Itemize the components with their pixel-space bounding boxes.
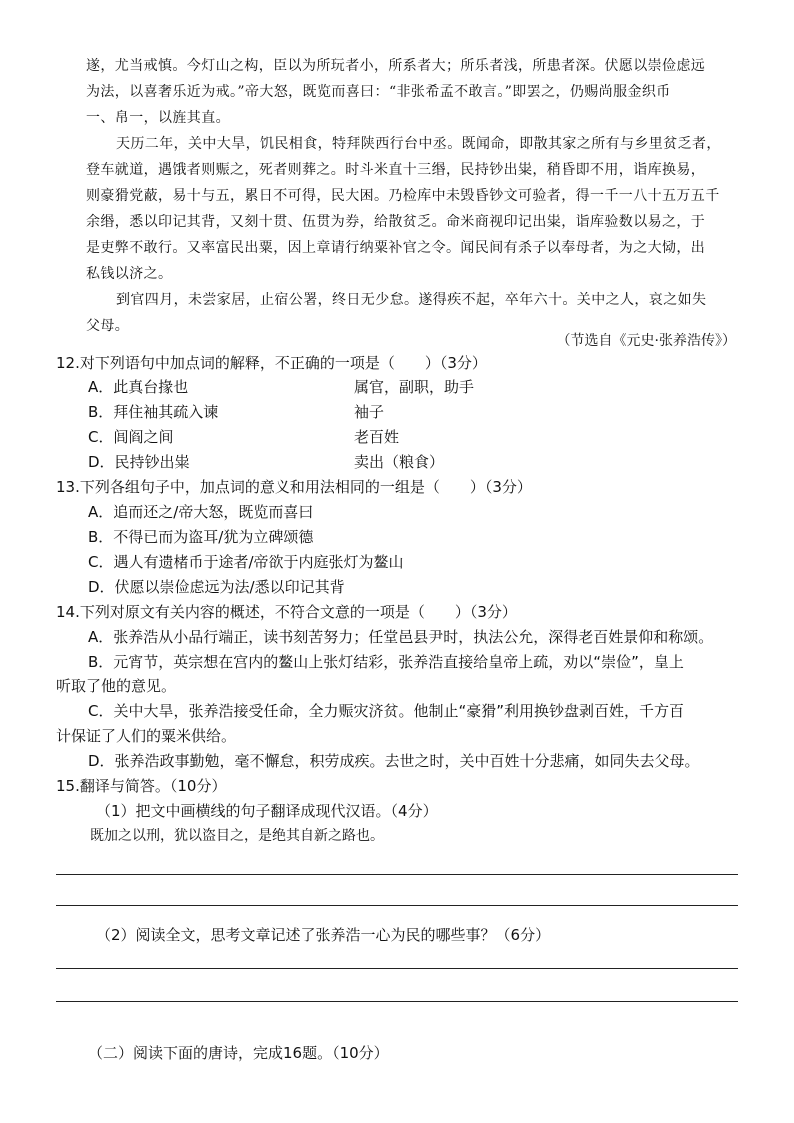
option-c: C．关中大旱，张养浩接受任命，全力赈灾济贫。他制止“豪猾”利用换钞盘剥百姓，千方百	[88, 702, 685, 720]
question-stem: 14.下列对原文有关内容的概述，不符合文意的一项是（ ）（3分）	[56, 603, 517, 621]
passage-line: 余缗，悉以印记其背，又刻十贯、伍贯为券，给散贫乏。命米商视印记出粜，诣库验数以易之，于	[86, 214, 706, 230]
option-b-continued: 听取了他的意见。	[56, 677, 177, 695]
option-c-continued: 计保证了人们的粟米供给。	[56, 727, 237, 745]
passage-line: 私钱以济之。	[86, 266, 173, 282]
option-b: B．拜住袖其疏入谏	[88, 403, 219, 421]
option-c: C．遇人有遗楮币于途者/帝欲于内庭张灯为鳌山	[88, 553, 404, 571]
passage-line: 则豪猾党蔽，易十与五，累日不可得，民大困。乃检库中未毁昏钞文可验者，得一千一八十五万五千	[86, 188, 720, 204]
option-a: A．此真台掾也	[88, 378, 189, 396]
option-b-explanation: 袖子	[354, 403, 385, 421]
passage-line: 遂，尤当戒慎。今灯山之构，臣以为所玩者小，所系者大；所乐者浅，所患者深。伏愿以崇俭虑远	[86, 58, 706, 74]
answer-line[interactable]	[56, 968, 738, 969]
option-b: B．元宵节，英宗想在宫内的鳌山上张灯结彩，张养浩直接给皇帝上疏，劝以“崇俭”，皇上	[88, 653, 684, 671]
question-stem: 15.翻译与简答。（10分）	[56, 777, 227, 795]
question-stem: 13.下列各组句子中，加点词的意义和用法相同的一组是（ ）（3分）	[56, 478, 532, 496]
sub-question-2: （2）阅读全文，思考文章记述了张养浩一心为民的哪些事？（6分）	[96, 926, 551, 944]
answer-line[interactable]	[56, 1001, 738, 1002]
option-c: C．闾阎之间	[88, 428, 174, 446]
option-a: A．张养浩从小品行端正，读书刻苦努力；任堂邑县尹时，执法公允，深得老百姓景仰和称颂。	[88, 628, 714, 646]
sub-question-1: （1）把文中画横线的句子翻译成现代汉语。（4分）	[96, 802, 438, 820]
passage-line: 为法，以喜奢乐近为戒。”帝大怒，既览而喜曰：“非张希孟不敢言。”即罢之，仍赐尚服金织币	[86, 84, 671, 100]
passage-line: 到官四月，未尝家居，止宿公署，终日无少怠。遂得疾不起，卒年六十。关中之人，哀之如失	[116, 292, 707, 308]
passage-line: 登车就道，遇饿者则赈之，死者则葬之。时斗米直十三缗，民持钞出粜，稍昏即不用，诣库换易，	[86, 162, 706, 178]
section-heading: （二）阅读下面的唐诗，完成16题。（10分）	[88, 1044, 389, 1062]
passage-line: 天历二年，关中大旱，饥民相食，特拜陕西行台中丞。既闻命，即散其家之所有与乡里贫乏者，	[116, 136, 721, 152]
translation-sentence: 既加之以刑，犹以盗目之，是绝其自新之路也。	[90, 828, 384, 844]
option-a: A．追而还之/帝大怒，既览而喜曰	[88, 503, 314, 521]
option-c-explanation: 老百姓	[354, 428, 400, 446]
option-d: D．张养浩政事勤勉，毫不懈怠，积劳成疾。去世之时，关中百姓十分悲痛，如同失去父母。	[88, 752, 700, 770]
answer-line[interactable]	[56, 874, 738, 875]
passage-line: 是吏弊不敢行。又率富民出粟，因上章请行纳粟补官之令。闻民间有杀子以奉母者，为之大恸，出	[86, 240, 706, 256]
option-d-explanation: 卖出（粮食）	[354, 453, 445, 471]
option-a-explanation: 属官，副职，助手	[354, 378, 475, 396]
passage-source: （节选自《元史·张养浩传》）	[556, 333, 736, 349]
passage-line: 一、帛一，以旌其直。	[86, 110, 230, 126]
answer-line[interactable]	[56, 905, 738, 906]
option-b: B．不得已而为盗耳/犹为立碑颂德	[88, 528, 314, 546]
option-d: D．民持钞出粜	[88, 453, 190, 471]
question-stem: 12.对下列语句中加点词的解释，不正确的一项是（ ）（3分）	[56, 354, 487, 372]
passage-line: 父母。	[86, 318, 130, 334]
option-d: D．伏愿以崇俭虑远为法/悉以印记其背	[88, 578, 345, 596]
